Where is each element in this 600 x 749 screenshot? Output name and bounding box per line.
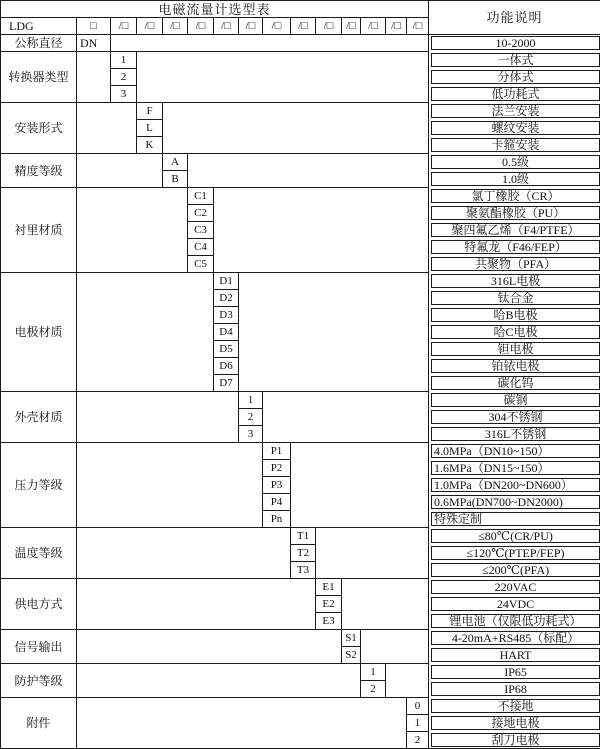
option-description: 304不锈钢	[431, 410, 600, 424]
option-description: IP65	[431, 665, 600, 679]
option-code: 2	[111, 69, 137, 86]
spacer-cell	[77, 188, 188, 273]
option-code: 2	[361, 681, 386, 698]
option-code: F	[137, 103, 163, 120]
option-description: 哈B电极	[431, 308, 600, 322]
section-label: 附件	[1, 698, 77, 749]
option-description: 哈C电极	[431, 325, 600, 339]
option-description: 聚氨酯橡胶（PU）	[431, 206, 600, 220]
option-code: 1	[111, 52, 137, 69]
option-description: 220VAC	[431, 580, 600, 594]
option-code: K	[137, 137, 163, 154]
option-code: T2	[291, 545, 316, 562]
section-label: 压力等级	[1, 443, 77, 528]
option-description: 刮刀电极	[431, 733, 600, 747]
spacer-cell	[239, 273, 429, 392]
option-description: 不接地	[431, 699, 600, 713]
option-code: D1	[214, 273, 239, 290]
spacer-cell	[77, 698, 407, 749]
section-label: 精度等级	[1, 154, 77, 188]
option-description: 1.6MPa（DN15~150）	[431, 461, 600, 475]
code-placeholder-box: /□	[239, 18, 263, 35]
spacer-cell	[188, 154, 429, 188]
spacer-cell	[137, 52, 429, 103]
option-code: Pn	[263, 511, 291, 528]
code-placeholder-box: /□	[111, 18, 137, 35]
diameter-label: 公称直径	[1, 35, 77, 52]
option-description: 聚四氟乙烯（F4/PTFE）	[431, 223, 600, 237]
spacer-cell	[361, 630, 429, 664]
option-description: ≤80℃(CR/PU)	[431, 529, 600, 543]
option-code: D2	[214, 290, 239, 307]
option-description: 一体式	[431, 53, 600, 67]
option-description: 0.5级	[431, 155, 600, 169]
spacer-cell	[214, 188, 429, 273]
option-description: 1.0MPa（DN200~DN600）	[431, 478, 600, 492]
option-description: 特殊定制	[431, 512, 600, 526]
diameter-description: 10-2000	[431, 36, 600, 50]
section-label: 温度等级	[1, 528, 77, 579]
option-code: C5	[188, 256, 214, 273]
spacer-cell	[77, 528, 291, 579]
code-placeholder-box: /□	[361, 18, 386, 35]
option-description: 4.0MPa（DN10~150）	[431, 444, 600, 458]
spacer-cell	[263, 392, 429, 443]
code-placeholder-box: /□	[263, 18, 291, 35]
section-label: 防护等级	[1, 664, 77, 698]
option-code: P4	[263, 494, 291, 511]
spacer-cell	[77, 630, 342, 664]
spacer-cell	[77, 392, 239, 443]
option-description: 铂铱电极	[431, 359, 600, 373]
option-code: B	[163, 171, 188, 188]
section-label: 转换器类型	[1, 52, 77, 103]
option-description: 钛合金	[431, 291, 600, 305]
spacer-cell	[291, 443, 429, 528]
option-code: 0	[407, 698, 429, 715]
option-code: D4	[214, 324, 239, 341]
option-code: T1	[291, 528, 316, 545]
option-code: D7	[214, 375, 239, 392]
option-description: IP68	[431, 682, 600, 696]
section-label: 信号输出	[1, 630, 77, 664]
code-placeholder-box: /□	[137, 18, 163, 35]
option-description: 24VDC	[431, 597, 600, 611]
section-label: 衬里材质	[1, 188, 77, 273]
option-description: 卡箍安装	[431, 138, 600, 152]
section-label: 安装形式	[1, 103, 77, 154]
option-description: ≤120℃(PTEP/FEP)	[431, 546, 600, 560]
size-code-box: □	[77, 18, 111, 35]
option-description: 4-20mA+RS485（标配）	[431, 631, 600, 645]
option-code: E1	[316, 579, 342, 596]
code-placeholder-box: /□	[316, 18, 342, 35]
option-description: 特氟龙（F46/FEP）	[431, 240, 600, 254]
section-label: 电极材质	[1, 273, 77, 392]
option-code: T3	[291, 562, 316, 579]
selection-table-body	[1, 1, 600, 749]
option-description: 分体式	[431, 70, 600, 84]
section-label: 供电方式	[1, 579, 77, 630]
option-description: 螺纹安装	[431, 121, 600, 135]
option-description: 碳化钨	[431, 376, 600, 390]
option-code: 2	[407, 732, 429, 749]
code-placeholder-box: /□	[188, 18, 214, 35]
option-description: 钽电极	[431, 342, 600, 356]
option-code: P3	[263, 477, 291, 494]
option-code: P2	[263, 460, 291, 477]
model-code: LDG	[1, 18, 77, 35]
option-code: D6	[214, 358, 239, 375]
option-code: 3	[111, 86, 137, 103]
spacer-cell	[316, 528, 429, 579]
option-code: E2	[316, 596, 342, 613]
option-description: 低功耗式	[431, 87, 600, 101]
code-placeholder-box: /□	[163, 18, 188, 35]
option-code: P1	[263, 443, 291, 460]
spacer-cell	[386, 664, 429, 698]
option-code: E3	[316, 613, 342, 630]
spacer-cell	[77, 154, 163, 188]
option-code: S1	[342, 630, 361, 647]
spacer-cell	[77, 273, 214, 392]
option-description: 碳钢	[431, 393, 600, 407]
option-code: 1	[407, 715, 429, 732]
option-description: 316L电极	[431, 274, 600, 288]
option-description: 共聚物（PFA）	[431, 257, 600, 271]
code-placeholder-box: /□	[342, 18, 361, 35]
table-title: 电磁流量计选型表	[1, 1, 429, 18]
option-code: L	[137, 120, 163, 137]
option-code: 1	[361, 664, 386, 681]
option-description: 法兰安装	[431, 104, 600, 118]
option-description: 0.6MPa(DN700~DN2000)	[431, 495, 600, 509]
option-description: 接地电极	[431, 716, 600, 730]
option-code: D5	[214, 341, 239, 358]
option-code: C4	[188, 239, 214, 256]
spacer-cell	[77, 443, 263, 528]
option-code: 1	[239, 392, 263, 409]
option-code: 3	[239, 426, 263, 443]
option-description: HART	[431, 648, 600, 662]
code-placeholder-box: /□	[386, 18, 407, 35]
option-code: C1	[188, 188, 214, 205]
spacer-cell	[163, 103, 429, 154]
spacer-cell	[77, 579, 316, 630]
option-description: 氯丁橡胶（CR）	[431, 189, 600, 203]
spacer-cell	[111, 35, 429, 52]
option-code: S2	[342, 647, 361, 664]
option-code: C2	[188, 205, 214, 222]
option-description: ≤200℃(PFA)	[431, 563, 600, 577]
spacer-cell	[77, 52, 111, 103]
option-description: 1.0级	[431, 172, 600, 186]
code-placeholder-box: /□	[214, 18, 239, 35]
option-code: D3	[214, 307, 239, 324]
option-code: A	[163, 154, 188, 171]
option-code: C3	[188, 222, 214, 239]
spacer-cell	[342, 579, 429, 630]
code-placeholder-box: /□	[407, 18, 429, 35]
diameter-code: DN	[77, 35, 111, 52]
option-description: 锂电池（仅限低功耗式）	[431, 614, 600, 628]
section-label: 外壳材质	[1, 392, 77, 443]
option-description: 316L不锈钢	[431, 427, 600, 441]
function-column-header: 功能说明	[429, 1, 600, 35]
spacer-cell	[77, 103, 137, 154]
code-placeholder-box: /□	[291, 18, 316, 35]
option-code: 2	[239, 409, 263, 426]
spacer-cell	[77, 664, 361, 698]
